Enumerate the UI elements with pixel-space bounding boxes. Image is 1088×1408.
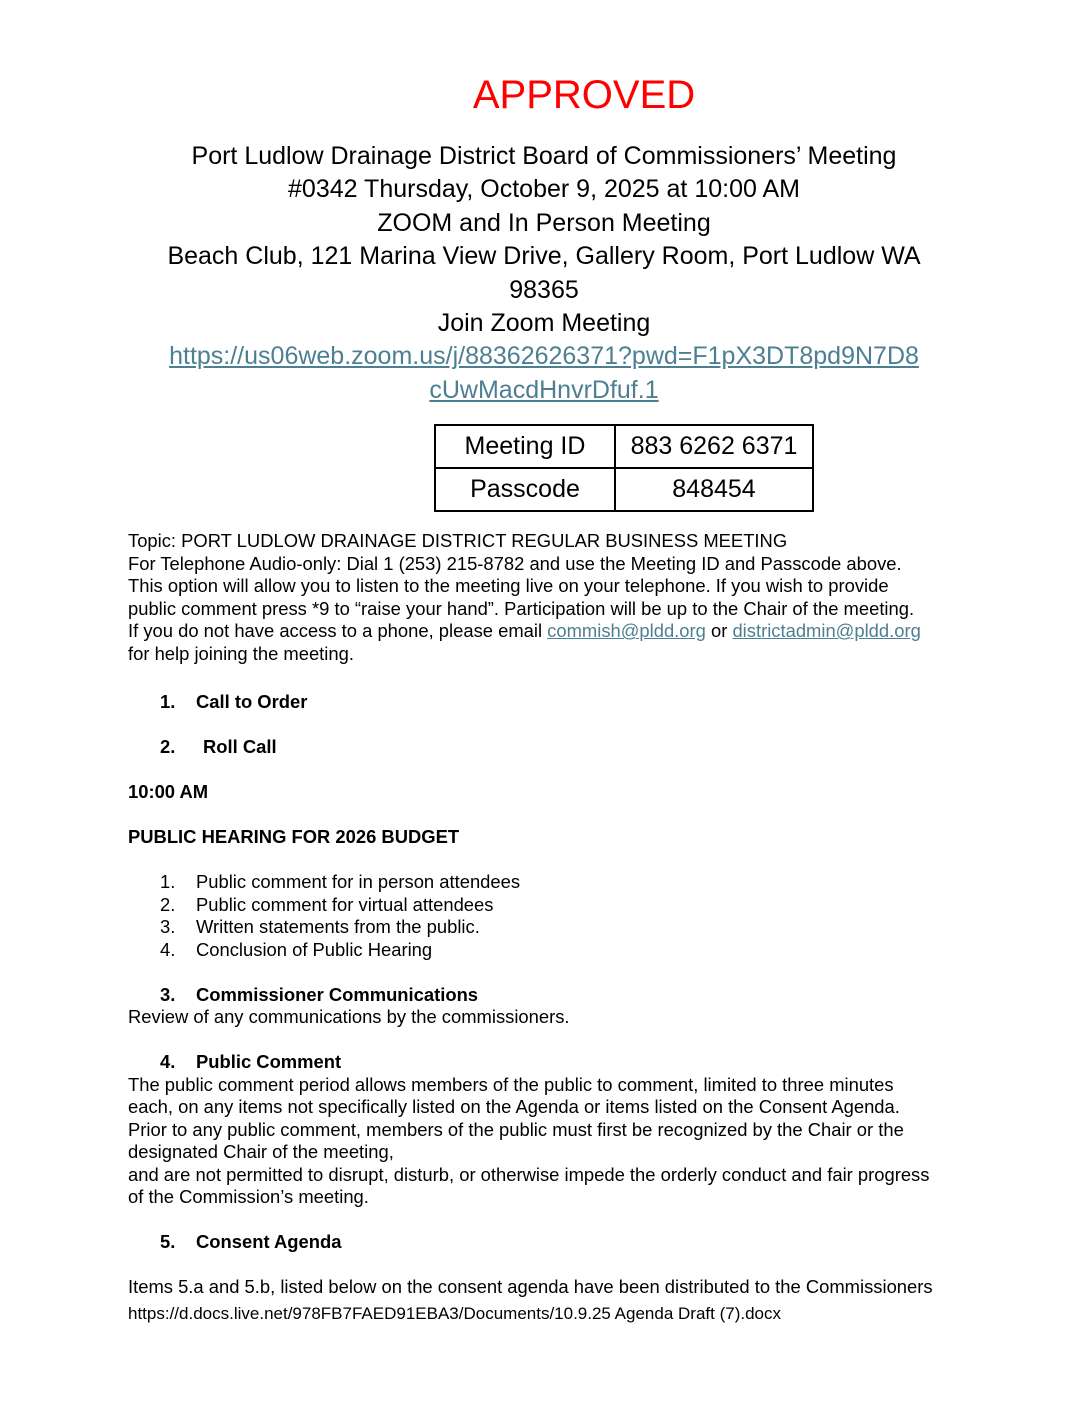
text-line: for help joining the meeting. [128,642,354,664]
item-number: 3. [160,916,176,938]
item-label: Commissioner Communications [196,983,479,1005]
doc-title: Port Ludlow Drainage District Board of Commissioners’ Meeting [191,142,897,170]
zoom-meeting-link[interactable] [169,342,919,403]
meeting-location: Beach Club, 121 Marina View Drive, Gallery Room, Port Ludlow WA [167,242,921,271]
agenda-item-call-to-order [128,691,1088,714]
join-zoom-label: Join Zoom Meeting [437,309,651,338]
item-label: Public Comment [196,1051,342,1073]
item-description: Review of any communications by the commissioners. [128,1006,570,1028]
agenda-item-roll-call [128,736,1088,759]
table-row [435,425,813,468]
topic-paragraph [128,530,1088,665]
agenda-item-commissioner-communications [128,984,1088,1007]
item-number: 1. [160,871,176,893]
meeting-number-date: #0342 Thursday, October 9, 2025 at 10:00 AM [288,175,800,204]
list-item [128,871,1088,894]
item-number: 2. [160,893,176,915]
agenda-item-consent-agenda [128,1231,1088,1254]
document-file-path: https://d.docs.live.net/978FB7FAED91EBA3/Documents/10.9.25 Agenda Draft (7).docx [128,1304,781,1324]
text-line: public comment press *9 to “raise your hand”. Participation will be up to the Chair of the meeting. [128,597,915,619]
text-segment: or [705,620,733,642]
text-line: The public comment period allows members of the public to comment, limited to three minutes [128,1073,894,1095]
meeting-credentials-table [434,424,814,512]
districtadmin-email-link[interactable]: districtadmin@pldd.org [732,620,921,642]
item-number: 2. [160,736,176,758]
text-line: designated Chair of the meeting, [128,1141,394,1163]
passcode-value: 848454 [615,468,813,511]
text-line: Prior to any public comment, members of the public must first be recognized by the Chair or the [128,1118,904,1140]
passcode-label: Passcode [435,468,615,511]
item-label: Written statements from the public. [196,916,480,938]
item-number: 4. [160,938,176,960]
public-comment-paragraph [128,1074,1088,1209]
item-label: Conclusion of Public Hearing [196,938,433,960]
zoom-link-line-2[interactable]: cUwMacdHnvrDfuf.1 [429,375,659,404]
zoom-link-line-1[interactable]: https://us06web.zoom.us/j/88362626371?pwd=F1pX3DT8pd9N7D8 [169,342,919,371]
list-item [128,894,1088,917]
item-label: Public comment for in person attendees [196,871,521,893]
meeting-format: ZOOM and In Person Meeting [377,208,711,237]
time-heading: 10:00 AM [128,781,209,803]
list-item [128,939,1088,962]
meeting-location-zip: 98365 [509,275,579,304]
email-line [128,620,1088,643]
document-header [0,140,1088,407]
public-hearing-heading: PUBLIC HEARING FOR 2026 BUDGET [128,826,460,848]
text-line: This option will allow you to listen to the meeting live on your telephone. If you wish to provide [128,575,889,597]
text-line: of the Commission’s meeting. [128,1186,369,1208]
item-number: 3. [160,983,176,1005]
text-line: each, on any items not specifically listed on the Agenda or items listed on the Consent Agenda. [128,1096,900,1118]
item-number: 4. [160,1051,176,1073]
approved-stamp: APPROVED [472,73,696,117]
text-line: and are not permitted to disrupt, disturb, or otherwise impede the orderly conduct and fair progress [128,1163,930,1185]
meeting-id-label: Meeting ID [435,425,615,468]
item-number: 5. [160,1231,176,1253]
public-hearing-list [128,871,1088,961]
item-label: Public comment for virtual attendees [196,893,494,915]
meeting-id-value: 883 6262 6371 [615,425,813,468]
text-segment: If you do not have access to a phone, please email [128,620,548,642]
table-row [435,468,813,511]
consent-agenda-intro: Items 5.a and 5.b, listed below on the consent agenda have been distributed to the Commissioners [128,1276,933,1298]
text-line: Topic: PORT LUDLOW DRAINAGE DISTRICT REGULAR BUSINESS MEETING [128,530,788,552]
text-line: For Telephone Audio-only: Dial 1 (253) 215-8782 and use the Meeting ID and Passcode above. [128,552,902,574]
item-number: 1. [160,691,176,713]
commish-email-link[interactable]: commish@pldd.org [547,620,706,642]
item-label: Call to Order [196,691,308,713]
agenda-item-public-comment [128,1051,1088,1074]
list-item [128,916,1088,939]
item-label: Roll Call [203,736,277,758]
item-label: Consent Agenda [196,1231,342,1253]
document-body [128,530,1088,1326]
